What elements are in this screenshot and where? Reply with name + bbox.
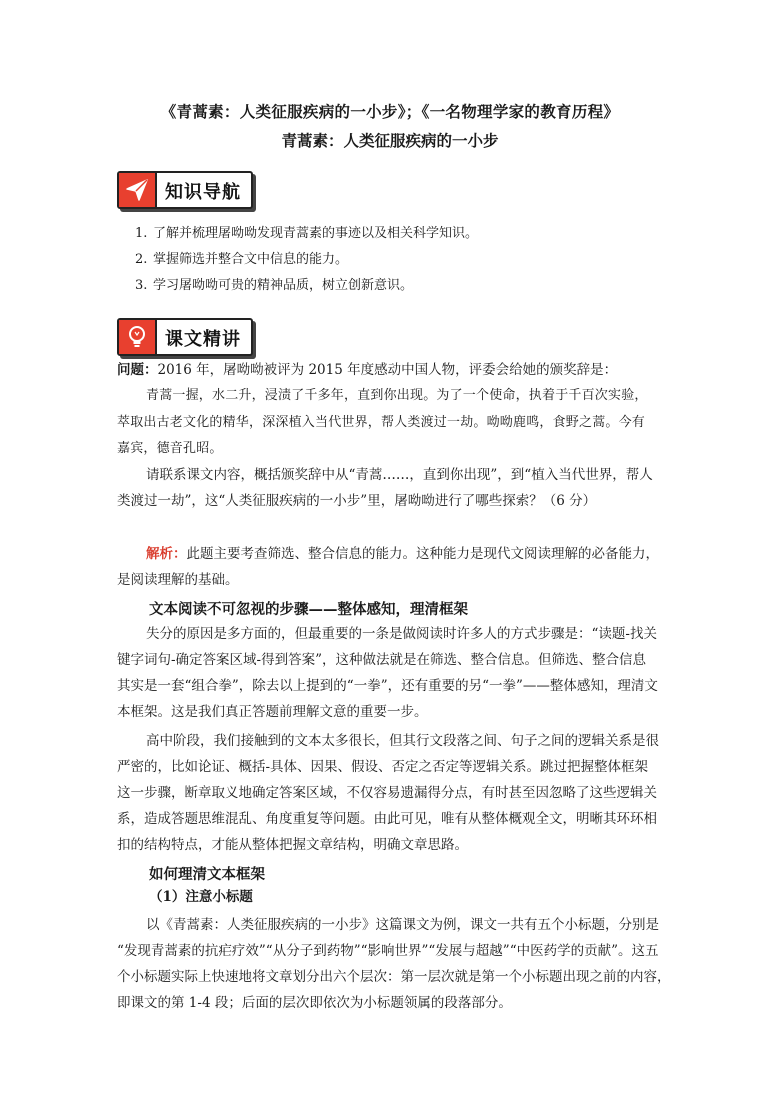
paragraph-line: 即课文的第 1-4 段；后面的层次即依次为小标题领属的段落部分。 xyxy=(117,995,512,1011)
paragraph-line: “发现青蒿素的抗疟疗效”“从分子到药物”“影响世界”“发展与超越”“中医药学的贡献”。这五 xyxy=(117,943,659,959)
knowledge-nav-badge xyxy=(117,171,253,209)
paragraph-line: 这一步骤，断章取义地确定答案区域，不仅容易遗漏得分点，有时甚至因忽略了这些逻辑关 xyxy=(117,785,657,801)
award-quote-line: 萃取出古老文化的精华，深深植入当代世界，帮人类渡过一劫。呦呦鹿鸣，食野之蒿。今有 xyxy=(117,415,646,430)
paper-plane-icon xyxy=(119,173,157,207)
paragraph-line: 高中阶段，我们接触到的文本太多很长，但其行文段落之间、句子之间的逻辑关系是很 xyxy=(146,733,659,749)
paragraph-line: 扣的结构特点，才能从整体把握文章结构，明确文章思路。 xyxy=(117,837,468,853)
award-quote-line: 青蒿一握，水二升，浸渍了千多年，直到你出现。为了一个使命，执着于千百次实验， xyxy=(146,388,648,403)
document-title: 《青蒿素：人类征服疾病的一小步》；《一名物理学家的教育历程》 xyxy=(160,102,620,121)
prompt-line: 请联系课文内容，概括颁奖辞中从“青蒿……，直到你出现”，到“植入当代世界，帮人 xyxy=(146,467,653,483)
prompt-line: 类渡过一劫”，这“人类征服疾病的一小步”里，屠呦呦进行了哪些探索？（6 分） xyxy=(117,493,597,509)
lightbulb-icon xyxy=(119,320,157,354)
paragraph-line: 本框架。这是我们真正答题前理解文意的重要一步。 xyxy=(117,704,428,720)
paragraph-line: 系，造成答题思维混乱、角度重复等问题。由此可见，唯有从整体概观全文，明晰其环环相 xyxy=(117,811,657,827)
paragraph-line: 键字词句-确定答案区域-得到答案”，这种做法就是在筛选、整合信息。但筛选、整合信息 xyxy=(117,652,647,668)
badge-label: 知识导航 xyxy=(165,182,241,203)
goal-item: 2. 掌握筛选并整合文中信息的能力。 xyxy=(135,252,349,267)
paragraph-line: 严密的，比如论证、概括-具体、因果、假设、否定之否定等逻辑关系。跳过把握整体框架 xyxy=(117,759,649,775)
paragraph-line: 其实是一套“组合拳”，除去以上提到的“一拳”，还有重要的另“一拳”——整体感知，理清文 xyxy=(117,678,658,694)
analysis-line: 解析：此题主要考查筛选、整合信息的能力。这种能力是现代文阅读理解的必备能力， xyxy=(146,546,659,562)
section-heading: 如何理清文本框架 xyxy=(149,867,265,883)
text-lecture-badge xyxy=(117,318,253,356)
paragraph-line: 个小标题实际上快速地将文章划分出六个层次：第一层次就是第一个小标题出现之前的内容， xyxy=(117,969,671,985)
analysis-line: 是阅读理解的基础。 xyxy=(117,572,239,588)
sub-heading: （1）注意小标题 xyxy=(149,889,253,905)
paragraph-line: 以《青蒿素：人类征服疾病的一小步》这篇课文为例，课文一共有五个小标题，分别是 xyxy=(146,917,659,933)
section-heading: 文本阅读不可忽视的步骤——整体感知，理清框架 xyxy=(149,602,468,618)
question-line: 问题：2016 年，屠呦呦被评为 2015 年度感动中国人物，评委会给她的颁奖辞是： xyxy=(117,362,618,378)
lesson-title: 青蒿素：人类征服疾病的一小步 xyxy=(281,131,499,150)
goal-item: 1. 了解并梳理屠呦呦发现青蒿素的事迹以及相关科学知识。 xyxy=(135,226,479,241)
award-quote-line: 嘉宾，德音孔昭。 xyxy=(117,441,223,456)
paragraph-line: 失分的原因是多方面的，但最重要的一条是做阅读时许多人的方式步骤是：“读题-找关 xyxy=(146,626,657,642)
badge-label: 课文精讲 xyxy=(165,329,241,350)
goal-item: 3. 学习屠呦呦可贵的精神品质，树立创新意识。 xyxy=(135,278,414,293)
